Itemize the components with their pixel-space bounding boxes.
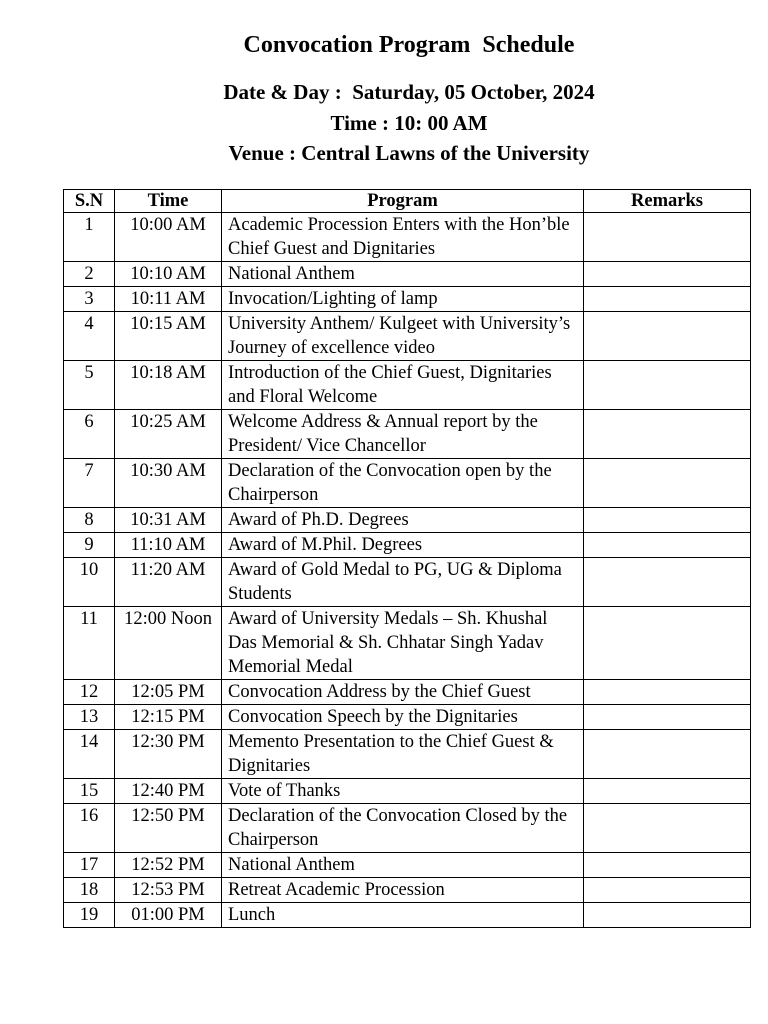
schedule-body xyxy=(64,213,751,928)
row-time-cell: 12:50 PM xyxy=(115,804,222,853)
row-program-cell: National Anthem xyxy=(222,853,584,878)
table-row xyxy=(64,508,751,533)
table-row xyxy=(64,361,751,410)
row-remarks-cell xyxy=(584,607,751,680)
row-time-cell: 10:30 AM xyxy=(115,459,222,508)
row-sn-cell: 12 xyxy=(64,680,115,705)
row-time-cell: 10:00 AM xyxy=(115,213,222,262)
row-remarks-cell xyxy=(584,853,751,878)
table-row xyxy=(64,680,751,705)
row-remarks-cell xyxy=(584,878,751,903)
header-time: Time xyxy=(115,190,222,213)
table-row xyxy=(64,853,751,878)
row-time-cell: 10:31 AM xyxy=(115,508,222,533)
row-program-cell: Retreat Academic Procession xyxy=(222,878,584,903)
row-sn-cell: 9 xyxy=(64,533,115,558)
row-sn-cell: 4 xyxy=(64,312,115,361)
header-sn: S.N xyxy=(64,190,115,213)
row-program-cell: Memento Presentation to the Chief Guest & Dignitaries xyxy=(222,730,584,779)
row-remarks-cell xyxy=(584,903,751,928)
table-row xyxy=(64,878,751,903)
row-program-cell: Convocation Address by the Chief Guest xyxy=(222,680,584,705)
row-sn-cell: 5 xyxy=(64,361,115,410)
row-remarks-cell xyxy=(584,779,751,804)
row-time-cell: 12:53 PM xyxy=(115,878,222,903)
row-sn-cell: 11 xyxy=(64,607,115,680)
row-sn-cell: 3 xyxy=(64,287,115,312)
table-row xyxy=(64,287,751,312)
date-line: Date & Day : Saturday, 05 October, 2024 xyxy=(223,80,595,104)
row-sn-cell: 16 xyxy=(64,804,115,853)
row-remarks-cell xyxy=(584,730,751,779)
row-sn-cell: 10 xyxy=(64,558,115,607)
row-time-cell: 10:10 AM xyxy=(115,262,222,287)
row-program-cell: Vote of Thanks xyxy=(222,779,584,804)
row-sn-cell: 13 xyxy=(64,705,115,730)
row-program-cell: Award of M.Phil. Degrees xyxy=(222,533,584,558)
row-program-cell: Academic Procession Enters with the Hon’ble Chief Guest and Dignitaries xyxy=(222,213,584,262)
row-remarks-cell xyxy=(584,508,751,533)
venue-line: Venue : Central Lawns of the University xyxy=(228,141,590,165)
table-row xyxy=(64,779,751,804)
row-remarks-cell xyxy=(584,312,751,361)
row-program-cell: Invocation/Lighting of lamp xyxy=(222,287,584,312)
schedule-table xyxy=(63,189,751,928)
row-remarks-cell xyxy=(584,213,751,262)
row-time-cell: 12:05 PM xyxy=(115,680,222,705)
row-program-cell: Award of University Medals – Sh. Khushal Das Memorial & Sh. Chhatar Singh Yadav Memorial Medal xyxy=(222,607,584,680)
row-program-cell: Award of Ph.D. Degrees xyxy=(222,508,584,533)
row-remarks-cell xyxy=(584,558,751,607)
table-row xyxy=(64,804,751,853)
row-program-cell: Welcome Address & Annual report by the President/ Vice Chancellor xyxy=(222,410,584,459)
row-program-cell: Award of Gold Medal to PG, UG & Diploma Students xyxy=(222,558,584,607)
page-title: Convocation Program Schedule xyxy=(243,32,575,58)
row-program-cell: Lunch xyxy=(222,903,584,928)
row-time-cell: 12:30 PM xyxy=(115,730,222,779)
time-line: Time : 10: 00 AM xyxy=(330,111,488,135)
row-remarks-cell xyxy=(584,287,751,312)
row-sn-cell: 17 xyxy=(64,853,115,878)
table-row xyxy=(64,410,751,459)
row-program-cell: Declaration of the Convocation Closed by the Chairperson xyxy=(222,804,584,853)
row-sn-cell: 7 xyxy=(64,459,115,508)
table-row xyxy=(64,533,751,558)
table-row xyxy=(64,262,751,287)
row-time-cell: 10:15 AM xyxy=(115,312,222,361)
row-sn-cell: 19 xyxy=(64,903,115,928)
row-remarks-cell xyxy=(584,533,751,558)
row-time-cell: 10:11 AM xyxy=(115,287,222,312)
row-program-cell: Convocation Speech by the Dignitaries xyxy=(222,705,584,730)
row-sn-cell: 1 xyxy=(64,213,115,262)
row-program-cell: National Anthem xyxy=(222,262,584,287)
row-time-cell: 12:52 PM xyxy=(115,853,222,878)
row-time-cell: 11:20 AM xyxy=(115,558,222,607)
row-program-cell: Declaration of the Convocation open by the Chairperson xyxy=(222,459,584,508)
row-time-cell: 12:15 PM xyxy=(115,705,222,730)
row-sn-cell: 15 xyxy=(64,779,115,804)
row-time-cell: 11:10 AM xyxy=(115,533,222,558)
row-time-cell: 10:25 AM xyxy=(115,410,222,459)
table-row xyxy=(64,607,751,680)
table-row xyxy=(64,705,751,730)
row-sn-cell: 8 xyxy=(64,508,115,533)
table-row xyxy=(64,558,751,607)
table-row xyxy=(64,730,751,779)
row-remarks-cell xyxy=(584,459,751,508)
row-sn-cell: 2 xyxy=(64,262,115,287)
row-sn-cell: 6 xyxy=(64,410,115,459)
row-program-cell: University Anthem/ Kulgeet with University’s Journey of excellence video xyxy=(222,312,584,361)
header-program: Program xyxy=(222,190,584,213)
row-remarks-cell xyxy=(584,804,751,853)
table-row xyxy=(64,459,751,508)
row-remarks-cell xyxy=(584,361,751,410)
row-remarks-cell xyxy=(584,410,751,459)
row-time-cell: 12:40 PM xyxy=(115,779,222,804)
row-time-cell: 10:18 AM xyxy=(115,361,222,410)
table-row xyxy=(64,903,751,928)
row-program-cell: Introduction of the Chief Guest, Dignitaries and Floral Welcome xyxy=(222,361,584,410)
row-sn-cell: 14 xyxy=(64,730,115,779)
row-time-cell: 12:00 Noon xyxy=(115,607,222,680)
row-time-cell: 01:00 PM xyxy=(115,903,222,928)
table-header-row xyxy=(64,190,751,213)
table-row xyxy=(64,213,751,262)
row-remarks-cell xyxy=(584,262,751,287)
row-remarks-cell xyxy=(584,705,751,730)
row-remarks-cell xyxy=(584,680,751,705)
row-sn-cell: 18 xyxy=(64,878,115,903)
table-row xyxy=(64,312,751,361)
header-remarks: Remarks xyxy=(584,190,751,213)
